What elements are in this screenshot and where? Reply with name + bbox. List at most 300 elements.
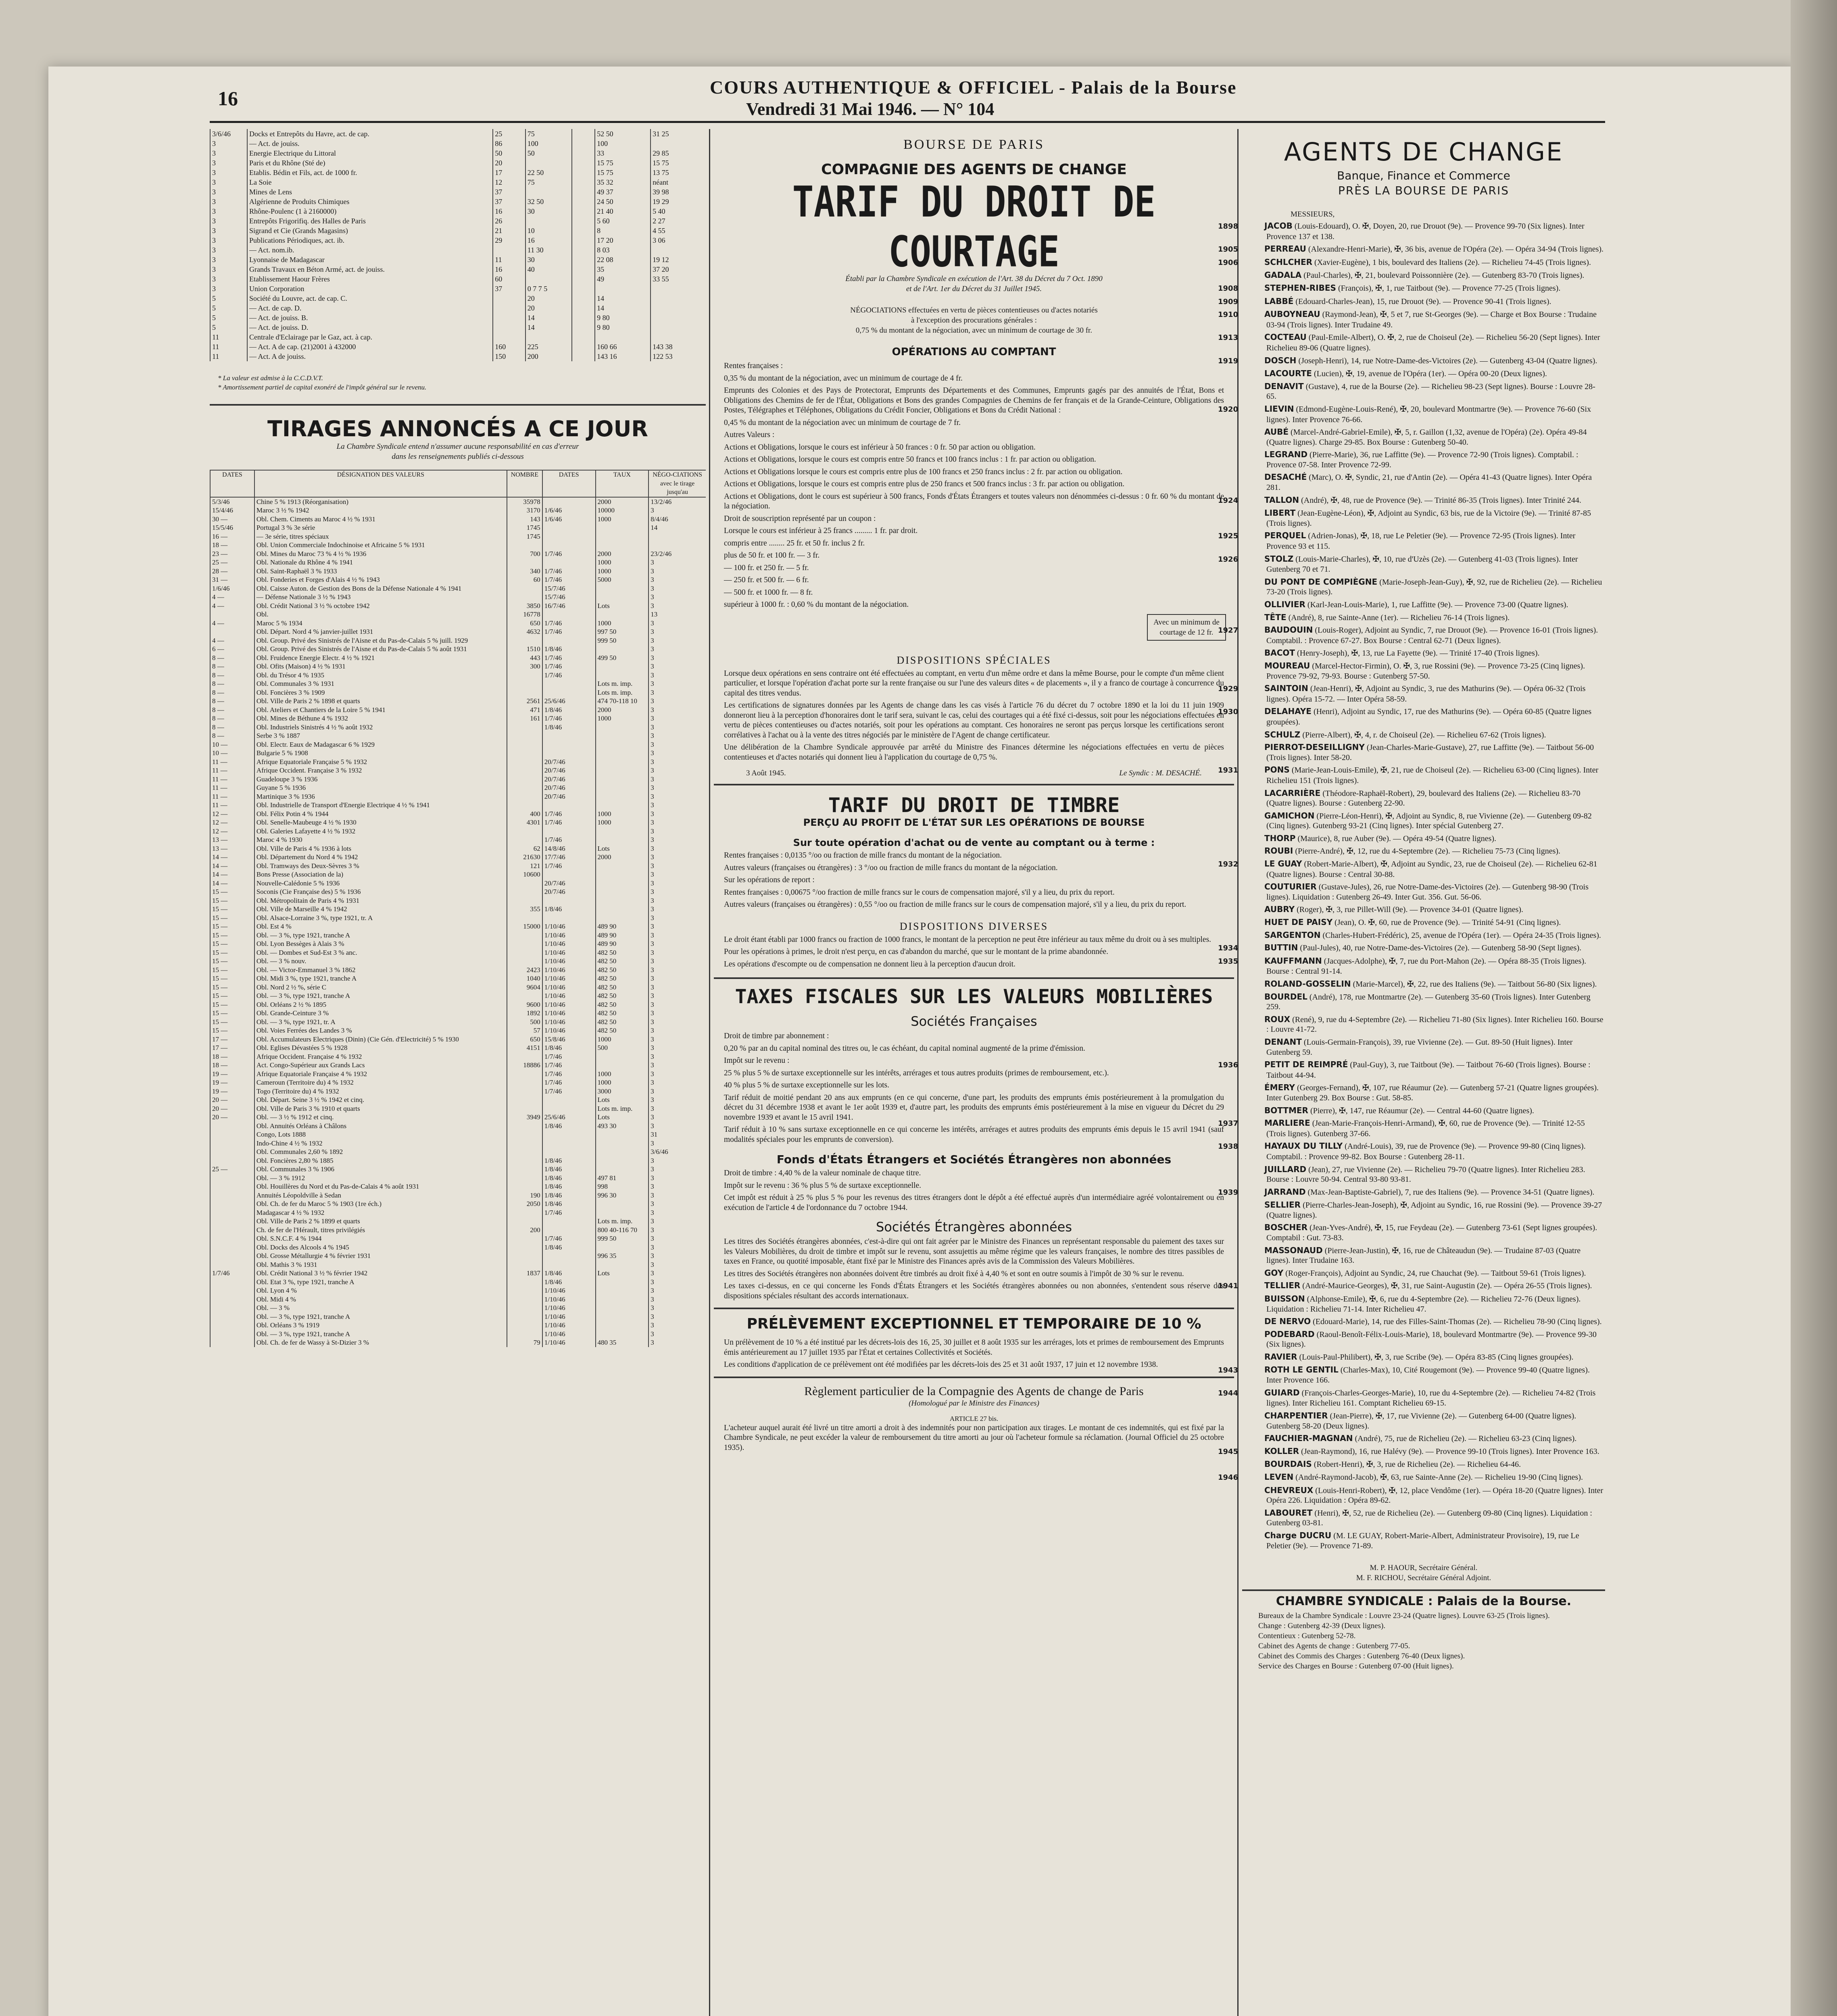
table-cell: 499 50 — [596, 654, 649, 662]
agent-year: 1945 — [1218, 1447, 1239, 1456]
agent-details: (Louis-Edouard), O. ✠, Doyen, 20, rue Drouot (9e). — Provence 99-70 (Six lignes). Inter Provence 137 et 138. — [1266, 222, 1585, 241]
table-cell — [542, 1260, 596, 1269]
dividend-cell — [651, 313, 706, 323]
table-cell — [210, 627, 254, 636]
dividend-cell: Publications Périodiques, act. ib. — [247, 235, 493, 245]
dividend-row — [210, 235, 706, 245]
agent-name: HUET DE PAISY — [1264, 917, 1333, 927]
dividend-cell: Etablis. Bédin et Fils, act. de 1000 fr. — [247, 168, 493, 177]
table-cell: Martinique 3 % 1936 — [254, 792, 507, 801]
dividend-cell: — Act. de jouiss. D. — [247, 323, 493, 332]
table-cell: Annuités Léopoldville à Sedan — [254, 1191, 507, 1200]
table-cell: 14 — — [210, 853, 254, 862]
compagnie-title: COMPAGNIE DES AGENTS DE CHANGE — [821, 161, 1127, 178]
table-cell: 3 — [648, 991, 706, 1000]
dividend-cell: 3 — [210, 148, 247, 158]
agent-entry — [1242, 450, 1605, 470]
table-cell — [210, 1321, 254, 1330]
table-cell: 3 — [648, 593, 706, 602]
table-cell: 5/3/46 — [210, 497, 254, 506]
paragraph: Les opérations d'escompte ou de compensation ne donnent lieu à la perception d'aucun droit. — [724, 960, 1015, 968]
table-cell: 1837 — [507, 1269, 542, 1278]
table-row — [210, 983, 706, 992]
table-cell: 1/7/46 — [542, 862, 596, 871]
table-cell: 15 — — [210, 1026, 254, 1035]
table-row — [210, 567, 706, 576]
dividend-cell — [651, 323, 706, 332]
table-cell: Obl. Communales 3 % 1906 — [254, 1165, 507, 1174]
table-cell — [507, 1330, 542, 1339]
table-cell: Obl. Ville de Marseille 4 % 1942 — [254, 905, 507, 914]
reglement-title: Règlement particulier de la Compagnie des Agents de change de Paris — [804, 1384, 1144, 1398]
dividend-cell — [595, 284, 651, 294]
table-cell — [210, 1295, 254, 1304]
table-cell: 10600 — [507, 870, 542, 879]
table-row — [210, 957, 706, 966]
table-cell: 355 — [507, 905, 542, 914]
dividend-row — [210, 323, 706, 332]
table-cell — [596, 862, 649, 871]
table-cell: Lots — [596, 1269, 649, 1278]
dividend-cell — [651, 245, 706, 255]
table-row — [210, 792, 706, 801]
table-cell: 3 — [648, 636, 706, 645]
table-cell: 10 — — [210, 740, 254, 749]
table-cell: 3 — [648, 801, 706, 810]
table-cell: 1892 — [507, 1009, 542, 1018]
table-row — [210, 1165, 706, 1174]
table-cell: 2000 — [596, 550, 649, 558]
dividend-cell — [651, 139, 706, 148]
dividend-cell: 21 40 — [595, 206, 651, 216]
agent-details: (Robert-Marie-Albert), ✠, Adjoint au Syndic, 23, rue de Choiseul (2e). — Richelieu 62-81 (Quatre lignes). Bourse : Central 30-88. — [1266, 860, 1597, 879]
table-cell: 79 — [507, 1338, 542, 1347]
table-cell — [542, 740, 596, 749]
table-cell: 15 — — [210, 991, 254, 1000]
table-cell: Lots — [596, 602, 649, 610]
table-cell: 1/7/46 — [542, 619, 596, 628]
fonds-etats-title: Fonds d'États Étrangers et Sociétés Étrangères non abonnées — [776, 1153, 1172, 1166]
paragraph: Les titres des Sociétés étrangères abonnées, c'est-à-dire qui ont fait agréer par le Ministre des Finances un représentant responsable du paiement des taxes sur les Valeurs Mobilières, du droit de timbre et impôt sur le revenu, sont assujettis au même régime que les valeurs françaises, le nombre des titres passibles de taxes en France, ou quotité imposable, étant fixé par le Ministre des Finances après avis de la Commission des Valeurs Mobilières. — [724, 1237, 1224, 1266]
agent-details: (Jean-Yves-André), ✠, 15, rue Feydeau (2e). — Gutenberg 73-61 (Sept lignes groupées). Comptabil : Gut. 73-83. — [1266, 1223, 1597, 1243]
agent-details: (Gustave-Jules), 26, rue Notre-Dame-des-Victoires (2e). — Gutenberg 98-90 (Trois lignes). Liquidation : Gutenberg 26-49. Inter Gut. 356. Gut. 56-06. — [1266, 883, 1589, 902]
table-cell: 8 — — [210, 714, 254, 723]
reglement-subtitle: (Homologué par le Ministre des Finances) — [909, 1399, 1039, 1408]
table-cell — [507, 1217, 542, 1226]
table-cell: 1/8/46 — [542, 1200, 596, 1208]
table-cell: 482 50 — [596, 1000, 649, 1009]
dividend-cell — [651, 303, 706, 313]
agent-entry — [1218, 309, 1605, 330]
table-cell: 3 — [648, 1269, 706, 1278]
dividend-cell — [572, 303, 595, 313]
table-cell: 482 50 — [596, 948, 649, 957]
table-row — [210, 1191, 706, 1200]
table-cell: 3 — [648, 948, 706, 957]
dividend-cell: 37 — [493, 187, 525, 197]
table-cell: 15 — — [210, 939, 254, 948]
agent-details: (Edouard-Marie), 14, rue des Filles-Saint-Thomas (2e). — Richelieu 78-90 (Cinq lignes). — [1313, 1317, 1602, 1327]
dividend-cell: 16 — [493, 206, 525, 216]
table-cell — [507, 1243, 542, 1252]
dispositions-speciales-title: DISPOSITIONS SPÉCIALES — [897, 654, 1051, 666]
chambre-syndicale-lines — [1258, 1611, 1589, 1671]
dividend-cell: 75 — [525, 177, 572, 187]
tirages-subtitle-2: dans les renseignements publiés ci-dessous — [392, 452, 524, 461]
table-cell: 482 50 — [596, 1009, 649, 1018]
dividend-row — [210, 158, 706, 168]
agent-details: (Charles-Max), 10, Cité Rougemont (9e). — Provence 99-40 (Quatre lignes). Inter Provence 166. — [1266, 1365, 1590, 1385]
table-cell: 3 — [648, 627, 706, 636]
dividend-cell — [572, 255, 595, 264]
agent-entry — [1218, 1364, 1605, 1385]
table-row — [210, 948, 706, 957]
table-cell: 10000 — [596, 506, 649, 515]
paragraph: Les conditions d'application de ce prélèvement ont été modifiées par les décrets-lois des 25 et 31 août 1937, 17 juin et 12 novembre 1938. — [724, 1360, 1158, 1369]
dividend-cell: La Soie — [247, 177, 493, 187]
agents-de-change-title: AGENTS DE CHANGE — [1284, 137, 1564, 167]
table-cell: 3 — [648, 1043, 706, 1052]
agent-entry — [1242, 1223, 1605, 1243]
table-cell: Obl. Tramways des Deux-Sèvres 3 % — [254, 862, 507, 871]
agent-details: (Pierre-Albert), ✠, 4, r. de Choiseul (2e). — Richelieu 67-62 (Trois lignes). — [1302, 730, 1546, 739]
table-cell — [596, 1260, 649, 1269]
table-cell: 1/7/46 — [542, 567, 596, 576]
table-row — [210, 1182, 706, 1191]
table-cell: Lots — [596, 1113, 649, 1122]
paragraph: Actions et Obligations lorsque le cours est compris entre plus de 100 francs et 250 francs inclus : 2 fr. par action ou obligation. — [724, 467, 1123, 476]
agent-name: GAMICHON — [1264, 810, 1315, 821]
dividend-cell — [493, 332, 525, 342]
table-cell: 500 — [596, 1043, 649, 1052]
table-cell: 443 — [507, 654, 542, 662]
table-cell: 121 — [507, 862, 542, 871]
table-cell: 493 30 — [596, 1122, 649, 1131]
table-cell: 8 — — [210, 671, 254, 680]
agent-year: 1941 — [1218, 1282, 1239, 1291]
agent-name: BOURDEL — [1264, 991, 1307, 1002]
table-cell — [507, 783, 542, 792]
agent-name: TALLON — [1264, 495, 1299, 505]
table-cell: 999 50 — [596, 1234, 649, 1243]
paragraph: Rentes françaises : 0,00675 °/oo fraction de mille francs sur le cours de compensation majoré, s'il y a lieu, du prix du report. — [724, 888, 1115, 897]
dividend-cell: 3 — [210, 255, 247, 264]
dividend-cell: 17 20 — [595, 235, 651, 245]
agent-entry — [1218, 332, 1605, 353]
table-cell: Obl. Mines de Béthune 4 % 1932 — [254, 714, 507, 723]
dividend-cell: 160 66 — [595, 342, 651, 352]
table-cell: 11 — — [210, 758, 254, 766]
diverses-section — [714, 935, 1234, 970]
dividend-cell: 11 — [210, 352, 247, 361]
agent-year: 1905 — [1218, 245, 1239, 254]
table-cell: 3 — [648, 584, 706, 593]
dividend-cell: 225 — [525, 342, 572, 352]
table-cell: 500 — [507, 1018, 542, 1027]
agent-entry — [1242, 612, 1605, 623]
agent-details: (Roger), ✠, 3, rue Pillet-Will (9e). — Provence 34-01 (Quatre lignes). — [1297, 905, 1524, 914]
table-cell: 8 — — [210, 723, 254, 732]
dividend-cell: Etablissement Haour Frères — [247, 274, 493, 284]
table-cell: 190 — [507, 1191, 542, 1200]
table-cell — [210, 1286, 254, 1295]
table-cell — [596, 1312, 649, 1321]
table-cell: Obl. Alsace-Lorraine 3 %, type 1921, tr. A — [254, 914, 507, 923]
agent-details: (Adrien-Jonas), ✠, 18, rue Le Peletier (9e). — Provence 72-95 (Trois lignes). Inter Provence 93 et 115. — [1266, 531, 1576, 551]
table-cell — [507, 939, 542, 948]
table-cell — [210, 1130, 254, 1139]
table-cell: Obl. Orléans 3 % 1919 — [254, 1321, 507, 1330]
table-cell: 996 30 — [596, 1191, 649, 1200]
table-cell: 489 90 — [596, 939, 649, 948]
agent-name: PIERROT-DESEILLIGNY — [1264, 742, 1365, 752]
table-cell: 16778 — [507, 610, 542, 619]
paragraph: 0,35 % du montant de la négociation, avec un minimum de courtage de 4 fr. — [724, 374, 963, 383]
table-cell — [542, 896, 596, 905]
table-cell: 25 — — [210, 1165, 254, 1174]
dividend-cell — [572, 226, 595, 235]
paragraph: — 250 fr. et 500 fr. — 6 fr. — [724, 576, 809, 584]
table-cell: 1/10/46 — [542, 974, 596, 983]
table-cell: Obl. Ville de Paris 4 % 1936 à lots — [254, 844, 507, 853]
table-row — [210, 1330, 706, 1339]
table-row — [210, 783, 706, 792]
table-cell: 19 — — [210, 1078, 254, 1087]
courtage-subtitle-2: et de l'Art. 1er du Décret du 31 Juillet 1945. — [906, 285, 1042, 293]
dividend-cell — [572, 168, 595, 177]
table-cell: 400 — [507, 810, 542, 818]
timbre-subtitle: PERÇU AU PROFIT DE L'ÉTAT SUR LES OPÉRATIONS DE BOURSE — [803, 817, 1145, 828]
table-cell — [210, 1217, 254, 1226]
table-cell — [507, 896, 542, 905]
agent-name: LIEVIN — [1264, 404, 1294, 414]
table-cell: 3 — [648, 1018, 706, 1027]
table-cell: 3 — [648, 1200, 706, 1208]
table-cell: 1000 — [596, 558, 649, 567]
dividend-cell: 13 75 — [651, 168, 706, 177]
table-cell: 1/6/46 — [210, 584, 254, 593]
table-cell: Obl. Ch. de fer de Wassy à St-Dizier 3 % — [254, 1338, 507, 1347]
dividend-cell — [572, 323, 595, 332]
table-cell: 3 — [648, 1330, 706, 1339]
table-cell: 480 35 — [596, 1338, 649, 1347]
dividend-cell: 3 — [210, 168, 247, 177]
table-row — [210, 627, 706, 636]
table-row — [210, 1104, 706, 1113]
table-cell: Obl. Fruidence Energie Electr. 4 ½ % 1921 — [254, 654, 507, 662]
table-cell: 1745 — [507, 523, 542, 532]
dividend-cell — [525, 332, 572, 342]
table-cell: 3 — [648, 879, 706, 888]
table-cell — [542, 1130, 596, 1139]
agent-name: STEPHEN-RIBES — [1264, 283, 1336, 293]
table-cell: 3 — [648, 835, 706, 844]
paragraph: 0,20 % par an du capital nominal des titres ou, le cas échéant, du capital nominal augmenté de la prime d'émission. — [724, 1044, 1085, 1053]
table-cell: 3 — [648, 957, 706, 966]
table-cell: 3 — [648, 1208, 706, 1217]
table-cell: 15 — — [210, 983, 254, 992]
dividend-cell: 37 — [493, 284, 525, 294]
agent-year: 1943 — [1218, 1366, 1239, 1375]
paragraph: Les taxes ci-dessus, en ce qui concerne les Fonds d'États Étrangers et les Sociétés étrangères abonnées ou non abonnées, s'entendent sous réserve des dispositions spéciales résultant des accords internationaux. — [724, 1282, 1224, 1300]
agent-year: 1944 — [1218, 1389, 1239, 1397]
agent-entry — [1218, 1141, 1605, 1162]
agent-name: SAINTOIN — [1264, 683, 1308, 694]
agent-name: PODEBARD — [1264, 1329, 1315, 1339]
agent-name: THORP — [1264, 833, 1296, 843]
table-cell — [507, 957, 542, 966]
table-cell: 3 — [648, 914, 706, 923]
dividend-cell: 15 75 — [595, 158, 651, 168]
table-cell: Lots — [596, 844, 649, 853]
table-cell: 3 — [648, 1243, 706, 1252]
tarif-courtage-title: TARIF DU DROIT DE COURTAGE — [792, 177, 1156, 277]
dividend-cell: — Act. nom.ib. — [247, 245, 493, 255]
table-cell: 1/7/46 — [542, 810, 596, 818]
table-row — [210, 1174, 706, 1183]
table-cell: 1/8/46 — [542, 1278, 596, 1287]
table-cell: 13 — [648, 610, 706, 619]
table-row — [210, 879, 706, 888]
dividend-row — [210, 187, 706, 197]
table-cell: 3 — [648, 922, 706, 931]
table-cell — [596, 783, 649, 792]
agent-details: (Jean), O. ✠, 60, rue de Provence (9e). — Trinité 54-91 (Cinq lignes). — [1334, 918, 1561, 927]
table-cell: Obl. Foncières 3 % 1909 — [254, 688, 507, 697]
table-cell: Obl. Grande-Ceinture 3 % — [254, 1009, 507, 1018]
agent-name: GOY — [1264, 1268, 1284, 1278]
table-row — [210, 662, 706, 671]
dividend-cell: Union Corporation — [247, 284, 493, 294]
table-cell: Obl. Fonderies et Forges d'Alais 4 ½ % 1943 — [254, 575, 507, 584]
table-cell: 482 50 — [596, 966, 649, 975]
table-row — [210, 1278, 706, 1287]
table-row — [210, 1095, 706, 1104]
table-cell — [210, 1200, 254, 1208]
table-cell — [507, 948, 542, 957]
table-cell — [507, 766, 542, 775]
table-cell: Obl. Nord 2 ½ %, série C — [254, 983, 507, 992]
table-cell — [596, 905, 649, 914]
table-cell — [596, 870, 649, 879]
table-cell — [542, 1252, 596, 1260]
table-cell — [596, 610, 649, 619]
table-cell: 16 — — [210, 532, 254, 541]
agent-details: (Pierre), ✠, 147, rue Réaumur (2e). — Central 44-60 (Quatre lignes). — [1310, 1106, 1534, 1115]
paragraph: — 500 fr. et 1000 fr. — 8 fr. — [724, 588, 813, 597]
paragraph: Lorsque le cours est inférieur à 25 francs ......... 1 fr. par droit. — [724, 527, 918, 535]
table-cell: 3 — [648, 731, 706, 740]
agent-year: 1908 — [1218, 284, 1239, 293]
table-cell: Obl. Houillères du Nord et du Pas-de-Calais 4 % août 1931 — [254, 1182, 507, 1191]
col-remb-taux: TAUX — [596, 470, 649, 497]
table-cell — [596, 879, 649, 888]
table-cell: 4632 — [507, 627, 542, 636]
agent-entry — [1242, 742, 1605, 762]
table-cell: Obl. Saint-Raphaël 3 % 1933 — [254, 567, 507, 576]
dividend-cell — [572, 274, 595, 284]
dividend-row — [210, 245, 706, 255]
agent-details: (Marcel-André-Gabriel-Emile), ✠, 5, r. Gaillon (1,32, avenue de l'Opéra) (2e). Opéra 49-84 (Quatre lignes). Charge 29-85. Box Bourse : Gutenberg 50-40. — [1266, 428, 1587, 447]
table-cell: 1/7/46 — [542, 1078, 596, 1087]
table-cell — [542, 610, 596, 619]
table-row — [210, 506, 706, 515]
table-cell: 25/6/46 — [542, 697, 596, 706]
table-cell: 1/7/46 — [542, 627, 596, 636]
table-row — [210, 1226, 706, 1235]
agent-name: AUBOYNEAU — [1264, 309, 1320, 319]
agent-details: (Marie-Joseph-Jean-Guy), ✠, 92, rue de Richelieu (2e). — Richelieu 73-20 (Trois lignes). — [1266, 577, 1602, 597]
dividend-cell: 49 — [595, 274, 651, 284]
agent-details: (Jean), 27, rue Vivienne (2e). — Richelieu 79-70 (Quatre lignes). Inter Richelieu 283. Bourse : Louvre 50-94. Central 93-80 93-81. — [1266, 1165, 1585, 1184]
table-cell — [507, 775, 542, 784]
table-cell: 3 — [648, 1174, 706, 1183]
table-cell: 3 — [648, 844, 706, 853]
table-cell — [507, 1174, 542, 1183]
table-row — [210, 532, 706, 541]
table-cell: 3 — [648, 1304, 706, 1312]
table-cell — [210, 1338, 254, 1347]
table-cell — [542, 679, 596, 688]
table-cell — [542, 827, 596, 836]
agent-details: (Pierre-Léon-Henri), ✠, Adjoint au Syndic, 8, rue Vivienne (2e). — Gutenberg 09-82 (Cinq lignes). Gutenberg 93-21 (Cinq lignes). Inter spécial Gutenberg 27. — [1266, 811, 1592, 831]
table-cell: 15 — — [210, 948, 254, 957]
table-cell: 11 — — [210, 792, 254, 801]
agent-entry — [1242, 1294, 1605, 1314]
paragraph: 25 % plus 5 % de surtaxe exceptionnelle sur les intérêts, arrérages et tous autres produits (primes de remboursement, etc.). — [724, 1068, 1109, 1077]
table-cell — [596, 801, 649, 810]
agent-name: HAYAUX DU TILLY — [1264, 1141, 1343, 1151]
paragraph: Autres valeurs (françaises ou étrangères) : 0,55 °/oo ou fraction de mille francs sur le cours de compensation majoré, s'il y a lieu, du prix du report. — [724, 900, 1186, 909]
dividend-row — [210, 274, 706, 284]
table-cell — [507, 749, 542, 758]
agent-year: 1936 — [1218, 1061, 1239, 1070]
dividend-cell — [572, 294, 595, 303]
agent-entry — [1218, 943, 1605, 954]
table-cell: Obl. Grosse Métallurgie 4 % février 1931 — [254, 1252, 507, 1260]
table-cell: 1/10/46 — [542, 1000, 596, 1009]
table-cell: 700 — [507, 550, 542, 558]
table-row — [210, 550, 706, 558]
table-cell — [210, 1278, 254, 1287]
table-cell — [507, 1260, 542, 1269]
table-cell — [507, 1070, 542, 1079]
dividend-cell: 35 32 — [595, 177, 651, 187]
table-cell — [507, 636, 542, 645]
table-row — [210, 1122, 706, 1131]
table-cell: Obl. Lyon Bessèges à Alais 3 % — [254, 939, 507, 948]
table-cell: 19 — — [210, 1087, 254, 1096]
agent-name: PERREAU — [1264, 244, 1306, 254]
table-cell — [210, 1139, 254, 1148]
table-row — [210, 870, 706, 879]
agent-year: 1939 — [1218, 1188, 1239, 1197]
table-cell: 8 — — [210, 679, 254, 688]
table-cell: Nouvelle-Calédonie 5 % 1936 — [254, 879, 507, 888]
table-cell: 1/8/46 — [542, 905, 596, 914]
agent-details: (Paul-Charles), ✠, 21, boulevard Poissonnière (2e). — Gutenberg 83-70 (Trois lignes). — [1303, 271, 1585, 280]
table-cell: 1/8/46 — [542, 1243, 596, 1252]
dividend-row — [210, 148, 706, 158]
table-cell — [596, 731, 649, 740]
table-row — [210, 714, 706, 723]
table-cell: 2050 — [507, 1200, 542, 1208]
dividend-cell — [525, 187, 572, 197]
table-cell: 3 — [648, 1009, 706, 1018]
table-cell: 3 — [648, 758, 706, 766]
table-cell — [507, 991, 542, 1000]
dividend-row — [210, 206, 706, 216]
